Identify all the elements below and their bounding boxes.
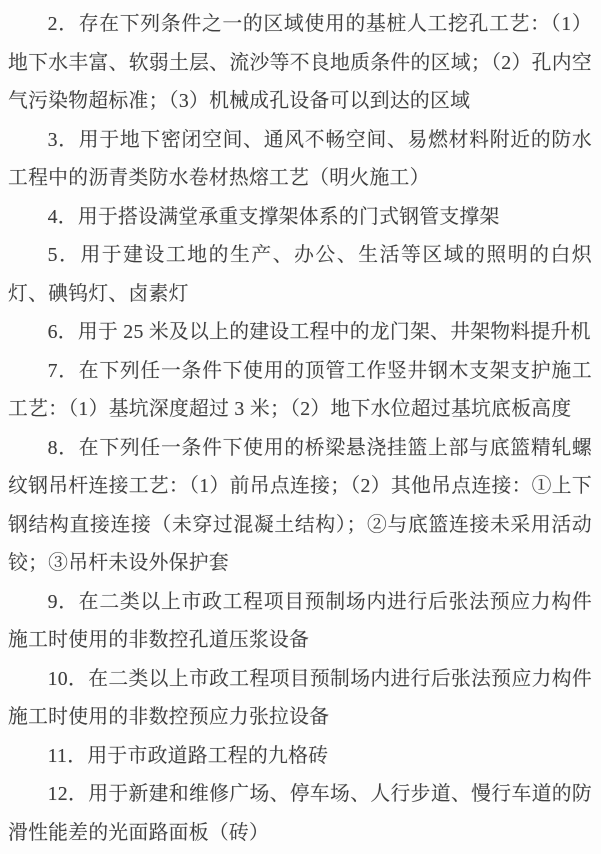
list-item-8: 8．在下列任一条件下使用的桥梁悬浇挂篮上部与底篮精轧螺纹钢吊杆连接工艺：（1）前吊点连接；（2）其他吊点连接：①上下钢结构直接连接（未穿过混凝土结构）；②与底篮连接未采用活动铰；③吊杆未设外保护套 [8,436,592,574]
list-item-10: 10．在二类以上市政工程项目预制场内进行后张法预应力构件施工时使用的非数控预应力张拉设备 [8,667,592,728]
list-item-2: 2．存在下列条件之一的区域使用的基桩人工挖孔工艺：（1）地下水丰富、软弱土层、流沙等不良地质条件的区域；（2）孔内空气污染物超标准；（3）机械成孔设备可以到达的区域 [8,13,592,112]
list-item-4: 4．用于搭设满堂承重支撑架体系的门式钢管支撑架 [47,205,500,228]
list-item-9: 9．在二类以上市政工程项目预制场内进行后张法预应力构件施工时使用的非数控孔道压浆设备 [8,590,592,651]
list-item-11: 11．用于市政道路工程的九格砖 [47,744,329,767]
list-item-12: 12．用于新建和维修广场、停车场、人行步道、慢行车道的防滑性能差的光面路面板（砖） [8,783,592,844]
list-item-7: 7．在下列任一条件下使用的顶管工作竖井钢木支架支护施工工艺：（1）基坑深度超过 3 米；（2）地下水位超过基坑底板高度 [8,359,592,420]
list-item-6: 6．用于 25 米及以上的建设工程中的龙门架、井架物料提升机 [47,321,591,343]
list-item-3: 3．用于地下密闭空间、通风不畅空间、易燃材料附近的防水工程中的沥青类防水卷材热熔工艺（明火施工） [8,128,592,189]
list-item-5: 5．用于建设工地的生产、办公、生活等区域的照明的白炽灯、碘钨灯、卤素灯 [8,244,592,305]
